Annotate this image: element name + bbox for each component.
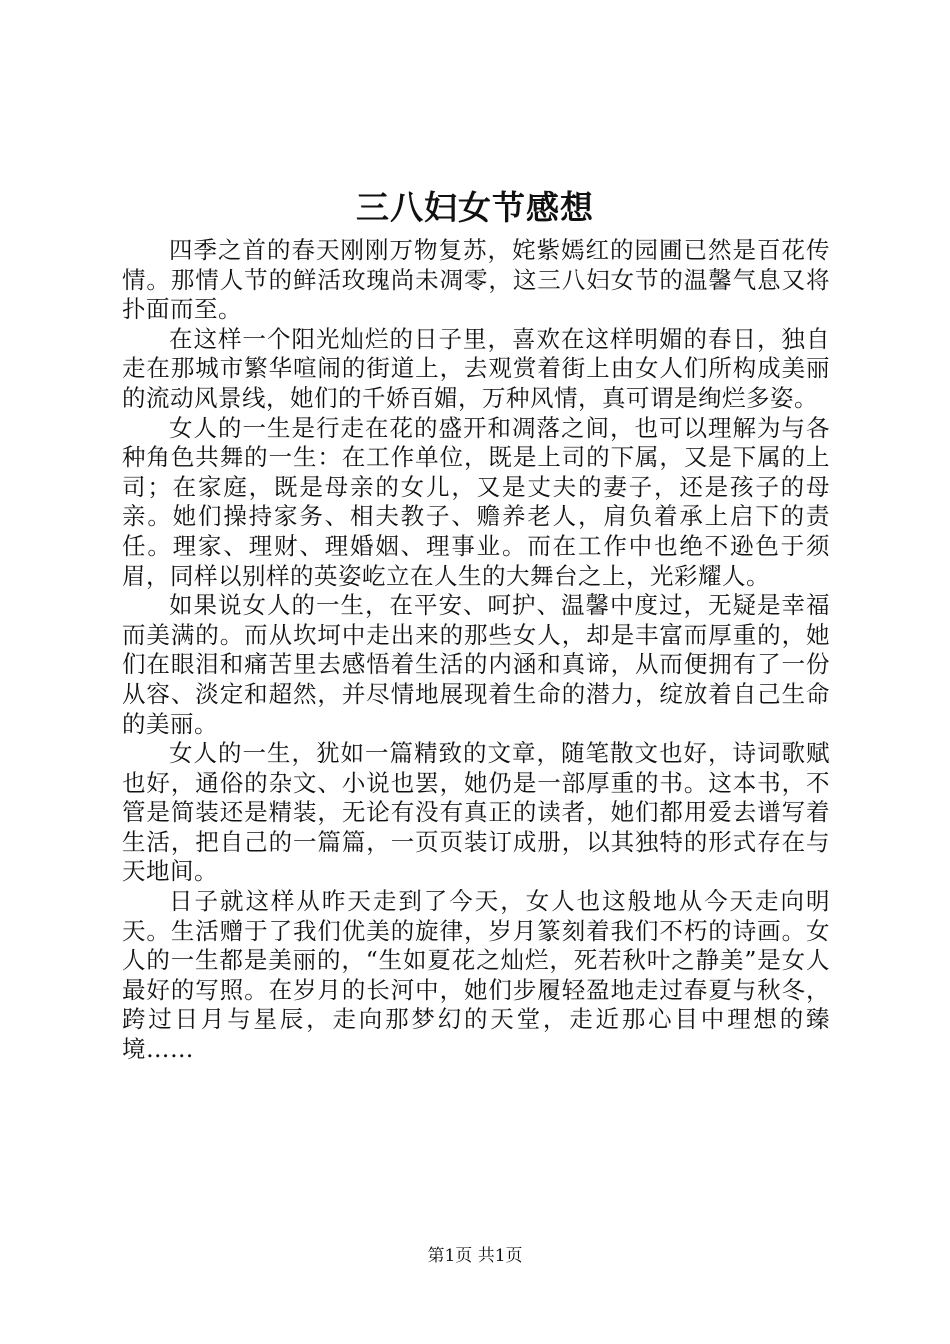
paragraph-4: 如果说女人的一生，在平安、呵护、温馨中度过，无疑是幸福而美满的。而从坎坷中走出来的那些女人，却是丰富而厚重的，她们在眼泪和痛苦里去感悟着生活的内涵和真谛，从而便拥有了一份从容、淡定和超然，并尽情地展现着生命的潜力，绽放着自己生命的美丽。: [122, 591, 830, 738]
paragraph-1: 四季之首的春天刚刚万物复苏，姹紫嫣红的园圃已然是百花传情。那情人节的鲜活玫瑰尚未凋零，这三八妇女节的温馨气息又将扑面而至。: [122, 236, 830, 324]
paragraph-2: 在这样一个阳光灿烂的日子里，喜欢在这样明媚的春日，独自走在那城市繁华喧闹的街道上，去观赏着街上由女人们所构成美丽的流动风景线，她们的千娇百媚，万种风情，真可谓是绚烂多姿。: [122, 324, 830, 412]
page-title: 三八妇女节感想: [356, 188, 594, 227]
document-body: [122, 236, 830, 1065]
page-footer: 第1页 共1页: [427, 1246, 523, 1266]
paragraph-6: 日子就这样从昨天走到了今天，女人也这般地从今天走向明天。生活赠于了我们优美的旋律，岁月篆刻着我们不朽的诗画。女人的一生都是美丽的，“生如夏花之灿烂，死若秋叶之静美”是女人最好的写照。在岁月的长河中，她们步履轻盈地走过春夏与秋冬，跨过日月与星辰，走向那梦幻的天堂，走近那心目中理想的臻境……: [122, 887, 830, 1064]
paragraph-5: 女人的一生，犹如一篇精致的文章，随笔散文也好，诗词歌赋也好，通俗的杂文、小说也罢，她仍是一部厚重的书。这本书，不管是简装还是精装，无论有没有真正的读者，她们都用爱去谱写着生活，把自己的一篇篇，一页页装订成册，以其独特的形式存在与天地间。: [122, 739, 830, 886]
paragraph-3: 女人的一生是行走在花的盛开和凋落之间，也可以理解为与各种角色共舞的一生：在工作单位，既是上司的下属，又是下属的上司；在家庭，既是母亲的女儿，又是丈夫的妻子，还是孩子的母亲。她们操持家务、相夫教子、赡养老人，肩负着承上启下的责任。理家、理财、理婚姻、理事业。而在工作中也绝不逊色于须眉，同样以别样的英姿屹立在人生的大舞台之上，光彩耀人。: [122, 413, 830, 590]
